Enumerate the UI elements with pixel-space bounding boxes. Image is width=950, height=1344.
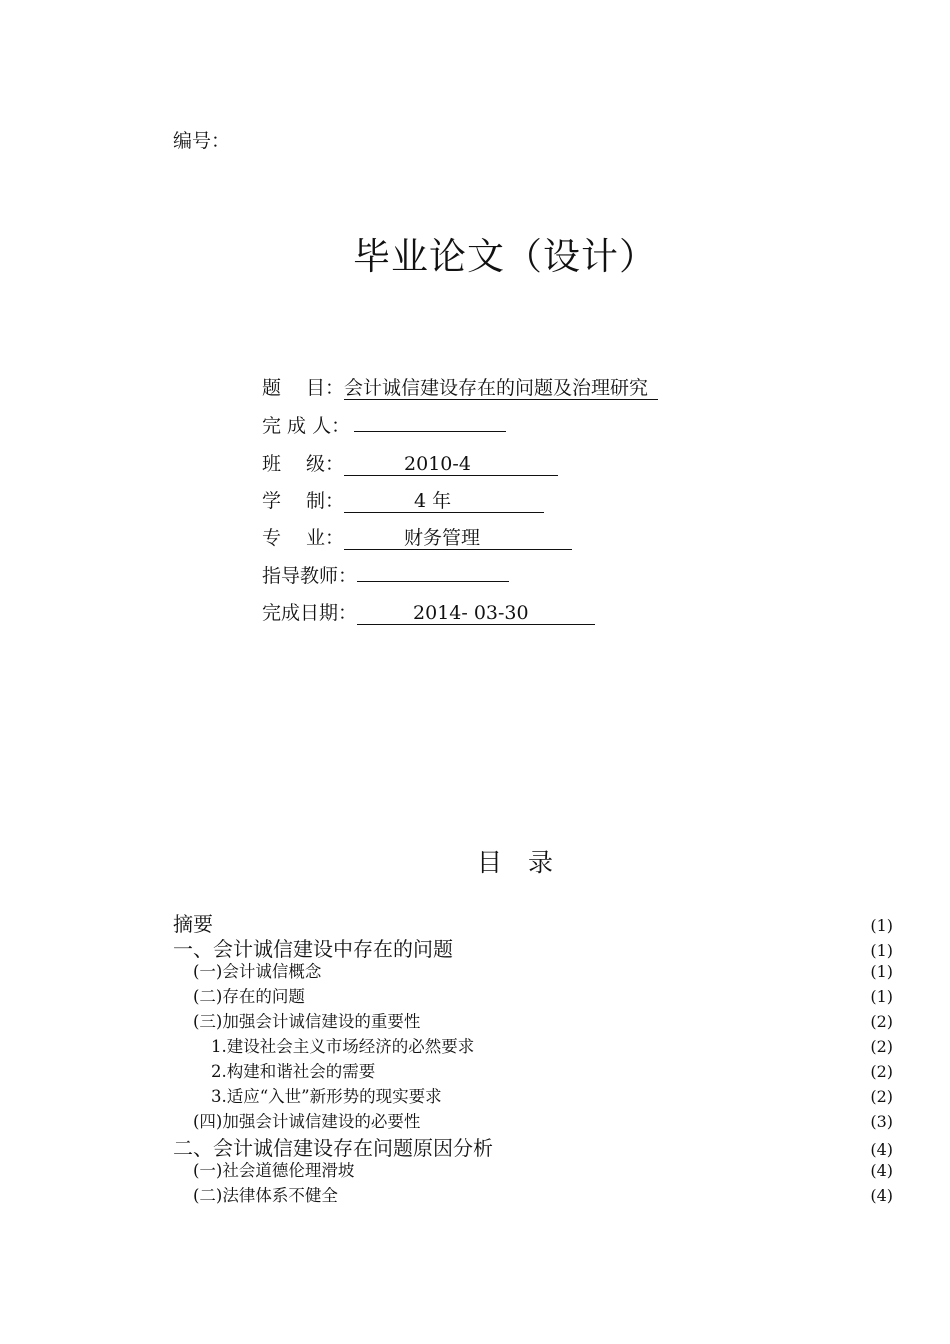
toc-entry-page: (3) (870, 1112, 893, 1131)
advisor-label: 指导教师： (262, 565, 358, 587)
system-value: 4 年 (344, 490, 544, 513)
subject-value: 会计诚信建设存在的问题及治理研究 (344, 377, 658, 400)
subject-row (262, 373, 658, 399)
date-value: 2014- 03-30 (357, 602, 595, 625)
toc-entry-page: (2) (870, 1037, 893, 1056)
author-row (262, 411, 506, 437)
toc-entry[interactable] (173, 908, 893, 936)
toc-entry-page: (1) (870, 916, 893, 935)
toc-entry-text: 1.建设社会主义市场经济的必然要求 (211, 1037, 475, 1056)
class-row (262, 449, 558, 475)
author-label: 完 成 人： (262, 415, 351, 437)
toc-entry[interactable] (173, 1108, 893, 1133)
serial-number-label: 编号： (173, 130, 231, 152)
toc-entry[interactable] (173, 933, 893, 961)
toc-entry-text: (四)加强会计诚信建设的必要性 (193, 1112, 421, 1131)
advisor-row (262, 561, 509, 587)
toc-entry-page: (1) (870, 987, 893, 1006)
class-label: 班 级： (262, 453, 345, 475)
advisor-value (357, 581, 509, 582)
toc-entry-text: (二)法律体系不健全 (193, 1186, 338, 1205)
toc-entry-text: 摘要 (173, 912, 213, 936)
toc-entry-text: (二)存在的问题 (193, 987, 305, 1006)
toc-entry-page: (2) (870, 1062, 893, 1081)
system-row (262, 486, 544, 512)
toc-entry[interactable] (173, 1008, 893, 1033)
toc-entry[interactable] (173, 958, 893, 983)
toc-title-char-2: 录 (528, 848, 554, 877)
toc-entry[interactable] (173, 1132, 893, 1160)
date-row (262, 598, 595, 624)
major-row (262, 523, 572, 549)
author-value (354, 431, 506, 432)
toc-entry-text: 2.构建和谐社会的需要 (211, 1062, 376, 1081)
toc-title-char-1: 目 (476, 848, 502, 877)
toc-entry-text: (一)社会道德伦理滑坡 (193, 1161, 355, 1180)
toc-entry-text: (三)加强会计诚信建设的重要性 (193, 1012, 421, 1031)
toc-entry-page: (1) (870, 962, 893, 981)
toc-entry-page: (1) (870, 941, 893, 960)
toc-entry-text: 二、会计诚信建设存在问题原因分析 (173, 1136, 493, 1160)
toc-entry[interactable] (173, 983, 893, 1008)
toc-entry[interactable] (173, 1157, 893, 1182)
major-value: 财务管理 (344, 527, 572, 550)
toc-entry-page: (4) (870, 1140, 893, 1159)
toc-entry-page: (4) (870, 1161, 893, 1180)
toc-entry-text: (一)会计诚信概念 (193, 962, 322, 981)
toc-entry[interactable] (173, 1058, 893, 1083)
system-label: 学 制： (262, 490, 345, 512)
toc-entry[interactable] (173, 1033, 893, 1058)
toc-entry[interactable] (173, 1182, 893, 1207)
toc-entry-page: (2) (870, 1012, 893, 1031)
toc-entry[interactable] (173, 1083, 893, 1108)
toc-entry-text: 3.适应“入世”新形势的现实要求 (211, 1087, 442, 1106)
toc-title (0, 843, 950, 879)
major-label: 专 业： (262, 527, 345, 549)
toc-entry-page: (4) (870, 1186, 893, 1205)
page-title: 毕业论文（设计） (353, 235, 657, 278)
class-value: 2010-4 (344, 453, 558, 476)
toc-entry-text: 一、会计诚信建设中存在的问题 (173, 937, 453, 961)
date-label: 完成日期： (262, 602, 358, 624)
toc-entry-page: (2) (870, 1087, 893, 1106)
subject-label: 题 目： (262, 377, 345, 399)
